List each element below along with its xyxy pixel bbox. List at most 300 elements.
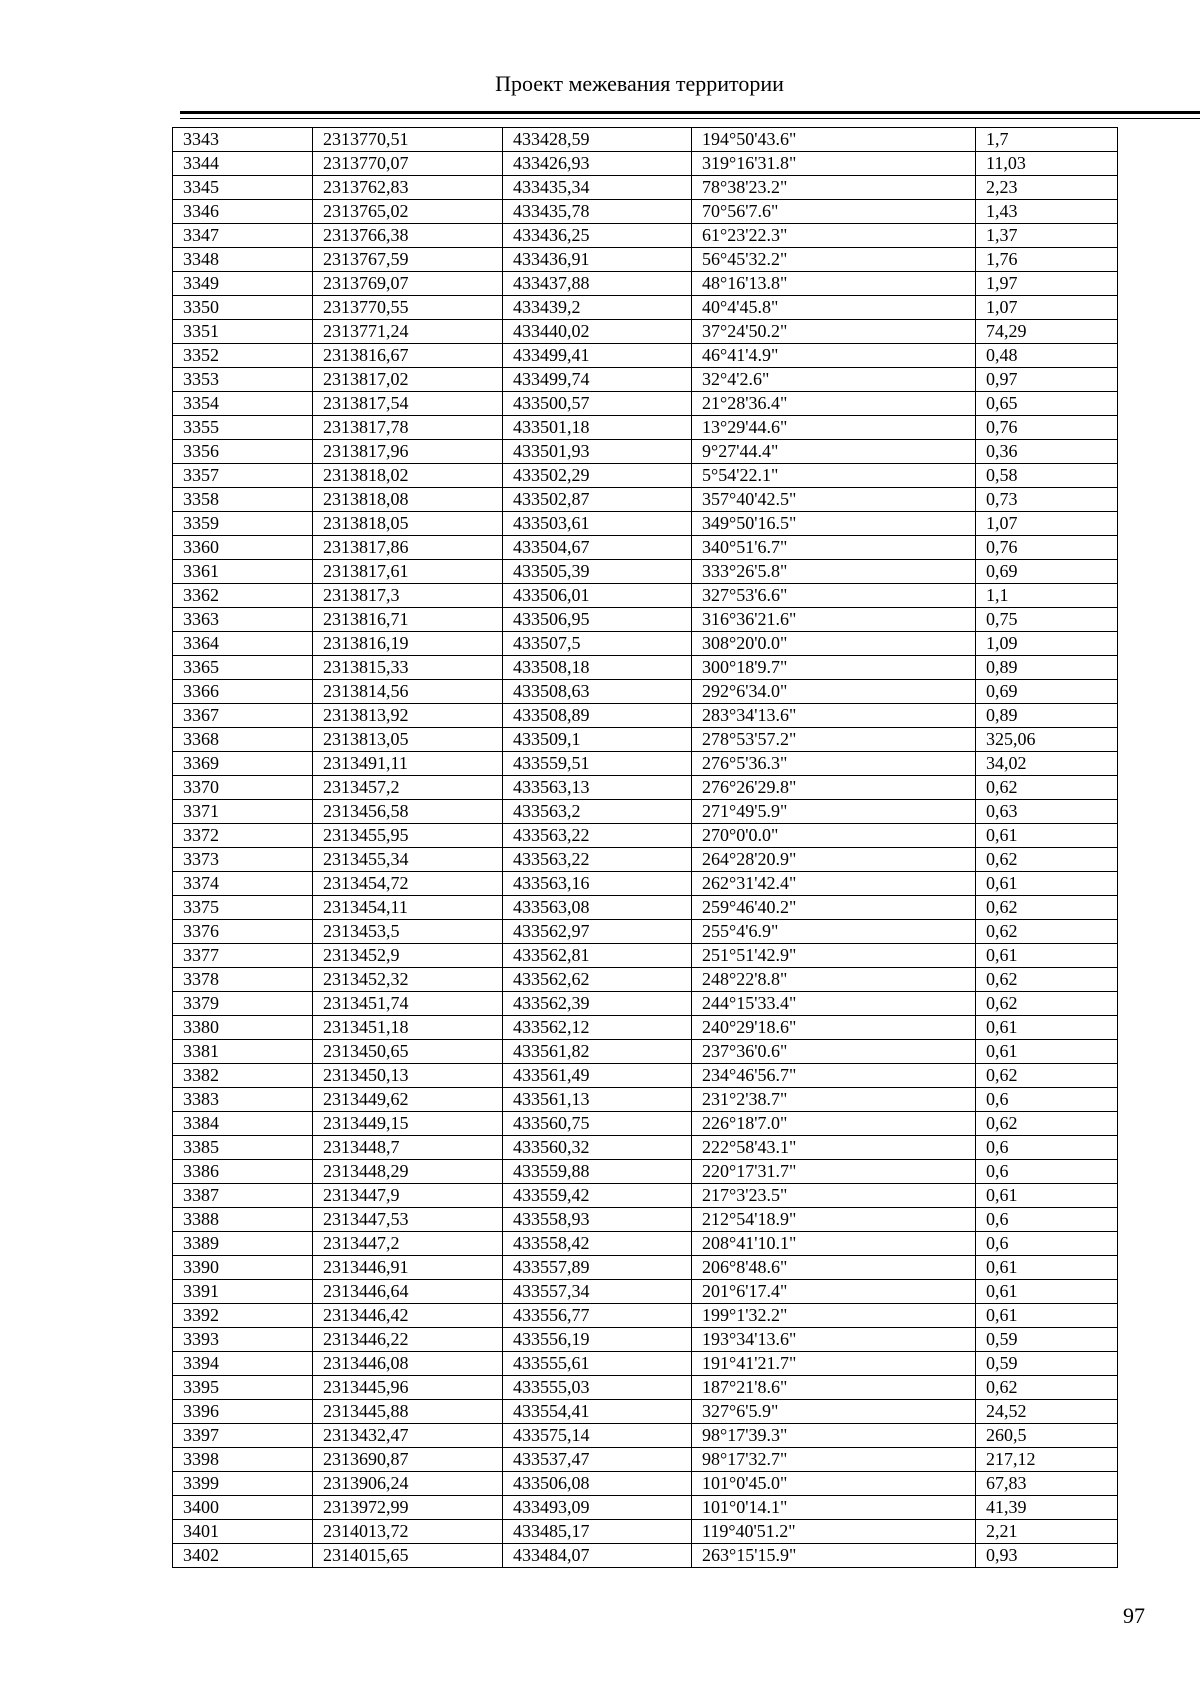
x-coordinate-cell: 2313816,19 bbox=[313, 632, 503, 656]
bearing-cell: 48°16'13.8" bbox=[692, 272, 976, 296]
bearing-cell: 32°4'2.6" bbox=[692, 368, 976, 392]
table-row bbox=[173, 968, 1118, 992]
x-coordinate-cell: 2313818,05 bbox=[313, 512, 503, 536]
table-row bbox=[173, 512, 1118, 536]
table-row bbox=[173, 1136, 1118, 1160]
table-row bbox=[173, 1256, 1118, 1280]
bearing-cell: 206°8'48.6" bbox=[692, 1256, 976, 1280]
bearing-cell: 251°51'42.9" bbox=[692, 944, 976, 968]
x-coordinate-cell: 2313451,18 bbox=[313, 1016, 503, 1040]
bearing-cell: 217°3'23.5" bbox=[692, 1184, 976, 1208]
distance-cell: 11,03 bbox=[976, 152, 1118, 176]
x-coordinate-cell: 2313457,2 bbox=[313, 776, 503, 800]
table-row bbox=[173, 200, 1118, 224]
x-coordinate-cell: 2313455,34 bbox=[313, 848, 503, 872]
y-coordinate-cell: 433499,74 bbox=[503, 368, 692, 392]
coordinates-table bbox=[172, 127, 1118, 1568]
point-number-cell: 3401 bbox=[173, 1520, 313, 1544]
point-number-cell: 3381 bbox=[173, 1040, 313, 1064]
point-number-cell: 3362 bbox=[173, 584, 313, 608]
bearing-cell: 9°27'44.4" bbox=[692, 440, 976, 464]
x-coordinate-cell: 2313452,32 bbox=[313, 968, 503, 992]
point-number-cell: 3374 bbox=[173, 872, 313, 896]
distance-cell: 1,43 bbox=[976, 200, 1118, 224]
distance-cell: 2,21 bbox=[976, 1520, 1118, 1544]
point-number-cell: 3384 bbox=[173, 1112, 313, 1136]
distance-cell: 1,1 bbox=[976, 584, 1118, 608]
bearing-cell: 316°36'21.6" bbox=[692, 608, 976, 632]
table-row bbox=[173, 1472, 1118, 1496]
x-coordinate-cell: 2313445,88 bbox=[313, 1400, 503, 1424]
bearing-cell: 264°28'20.9" bbox=[692, 848, 976, 872]
point-number-cell: 3400 bbox=[173, 1496, 313, 1520]
table-row bbox=[173, 1496, 1118, 1520]
x-coordinate-cell: 2313818,08 bbox=[313, 488, 503, 512]
point-number-cell: 3383 bbox=[173, 1088, 313, 1112]
distance-cell: 260,5 bbox=[976, 1424, 1118, 1448]
x-coordinate-cell: 2313452,9 bbox=[313, 944, 503, 968]
distance-cell: 0,61 bbox=[976, 944, 1118, 968]
table-row bbox=[173, 656, 1118, 680]
distance-cell: 0,61 bbox=[976, 872, 1118, 896]
point-number-cell: 3353 bbox=[173, 368, 313, 392]
y-coordinate-cell: 433562,97 bbox=[503, 920, 692, 944]
distance-cell: 0,89 bbox=[976, 656, 1118, 680]
x-coordinate-cell: 2313446,22 bbox=[313, 1328, 503, 1352]
table-row bbox=[173, 608, 1118, 632]
y-coordinate-cell: 433563,16 bbox=[503, 872, 692, 896]
bearing-cell: 240°29'18.6" bbox=[692, 1016, 976, 1040]
y-coordinate-cell: 433439,2 bbox=[503, 296, 692, 320]
table-row bbox=[173, 824, 1118, 848]
distance-cell: 0,6 bbox=[976, 1208, 1118, 1232]
x-coordinate-cell: 2313446,42 bbox=[313, 1304, 503, 1328]
table-row bbox=[173, 1280, 1118, 1304]
table-row bbox=[173, 344, 1118, 368]
distance-cell: 1,07 bbox=[976, 512, 1118, 536]
y-coordinate-cell: 433500,57 bbox=[503, 392, 692, 416]
point-number-cell: 3351 bbox=[173, 320, 313, 344]
y-coordinate-cell: 433556,19 bbox=[503, 1328, 692, 1352]
y-coordinate-cell: 433575,14 bbox=[503, 1424, 692, 1448]
x-coordinate-cell: 2313765,02 bbox=[313, 200, 503, 224]
distance-cell: 0,48 bbox=[976, 344, 1118, 368]
table-row bbox=[173, 752, 1118, 776]
y-coordinate-cell: 433561,49 bbox=[503, 1064, 692, 1088]
bearing-cell: 222°58'43.1" bbox=[692, 1136, 976, 1160]
bearing-cell: 13°29'44.6" bbox=[692, 416, 976, 440]
point-number-cell: 3377 bbox=[173, 944, 313, 968]
y-coordinate-cell: 433506,95 bbox=[503, 608, 692, 632]
x-coordinate-cell: 2313447,53 bbox=[313, 1208, 503, 1232]
bearing-cell: 234°46'56.7" bbox=[692, 1064, 976, 1088]
table-row bbox=[173, 1448, 1118, 1472]
table-row bbox=[173, 584, 1118, 608]
table-row bbox=[173, 1208, 1118, 1232]
y-coordinate-cell: 433556,77 bbox=[503, 1304, 692, 1328]
distance-cell: 41,39 bbox=[976, 1496, 1118, 1520]
x-coordinate-cell: 2313906,24 bbox=[313, 1472, 503, 1496]
table-row bbox=[173, 848, 1118, 872]
y-coordinate-cell: 433559,42 bbox=[503, 1184, 692, 1208]
y-coordinate-cell: 433435,34 bbox=[503, 176, 692, 200]
point-number-cell: 3387 bbox=[173, 1184, 313, 1208]
table-row bbox=[173, 416, 1118, 440]
coordinates-table-body bbox=[173, 128, 1118, 1568]
table-row bbox=[173, 1304, 1118, 1328]
point-number-cell: 3356 bbox=[173, 440, 313, 464]
bearing-cell: 255°4'6.9" bbox=[692, 920, 976, 944]
point-number-cell: 3372 bbox=[173, 824, 313, 848]
bearing-cell: 319°16'31.8" bbox=[692, 152, 976, 176]
point-number-cell: 3349 bbox=[173, 272, 313, 296]
y-coordinate-cell: 433557,34 bbox=[503, 1280, 692, 1304]
distance-cell: 0,61 bbox=[976, 1016, 1118, 1040]
table-row bbox=[173, 728, 1118, 752]
x-coordinate-cell: 2313451,74 bbox=[313, 992, 503, 1016]
table-row bbox=[173, 1112, 1118, 1136]
distance-cell: 1,09 bbox=[976, 632, 1118, 656]
table-row bbox=[173, 1040, 1118, 1064]
table-row bbox=[173, 488, 1118, 512]
x-coordinate-cell: 2313491,11 bbox=[313, 752, 503, 776]
x-coordinate-cell: 2313972,99 bbox=[313, 1496, 503, 1520]
y-coordinate-cell: 433563,22 bbox=[503, 848, 692, 872]
y-coordinate-cell: 433499,41 bbox=[503, 344, 692, 368]
distance-cell: 0,59 bbox=[976, 1328, 1118, 1352]
point-number-cell: 3370 bbox=[173, 776, 313, 800]
point-number-cell: 3360 bbox=[173, 536, 313, 560]
point-number-cell: 3396 bbox=[173, 1400, 313, 1424]
point-number-cell: 3355 bbox=[173, 416, 313, 440]
x-coordinate-cell: 2313771,24 bbox=[313, 320, 503, 344]
y-coordinate-cell: 433562,81 bbox=[503, 944, 692, 968]
distance-cell: 0,61 bbox=[976, 1304, 1118, 1328]
point-number-cell: 3393 bbox=[173, 1328, 313, 1352]
y-coordinate-cell: 433563,22 bbox=[503, 824, 692, 848]
bearing-cell: 278°53'57.2" bbox=[692, 728, 976, 752]
table-row bbox=[173, 1424, 1118, 1448]
table-row bbox=[173, 992, 1118, 1016]
y-coordinate-cell: 433537,47 bbox=[503, 1448, 692, 1472]
bearing-cell: 191°41'21.7" bbox=[692, 1352, 976, 1376]
bearing-cell: 220°17'31.7" bbox=[692, 1160, 976, 1184]
distance-cell: 0,6 bbox=[976, 1232, 1118, 1256]
y-coordinate-cell: 433436,25 bbox=[503, 224, 692, 248]
point-number-cell: 3345 bbox=[173, 176, 313, 200]
bearing-cell: 292°6'34.0" bbox=[692, 680, 976, 704]
table-row bbox=[173, 632, 1118, 656]
point-number-cell: 3397 bbox=[173, 1424, 313, 1448]
bearing-cell: 263°15'15.9" bbox=[692, 1544, 976, 1568]
distance-cell: 0,61 bbox=[976, 1040, 1118, 1064]
point-number-cell: 3382 bbox=[173, 1064, 313, 1088]
distance-cell: 0,6 bbox=[976, 1160, 1118, 1184]
bearing-cell: 61°23'22.3" bbox=[692, 224, 976, 248]
y-coordinate-cell: 433562,12 bbox=[503, 1016, 692, 1040]
bearing-cell: 276°26'29.8" bbox=[692, 776, 976, 800]
y-coordinate-cell: 433559,88 bbox=[503, 1160, 692, 1184]
y-coordinate-cell: 433505,39 bbox=[503, 560, 692, 584]
point-number-cell: 3373 bbox=[173, 848, 313, 872]
table-row bbox=[173, 1400, 1118, 1424]
point-number-cell: 3359 bbox=[173, 512, 313, 536]
table-row bbox=[173, 1184, 1118, 1208]
y-coordinate-cell: 433436,91 bbox=[503, 248, 692, 272]
point-number-cell: 3348 bbox=[173, 248, 313, 272]
x-coordinate-cell: 2313445,96 bbox=[313, 1376, 503, 1400]
table-row bbox=[173, 776, 1118, 800]
table-row bbox=[173, 128, 1118, 152]
distance-cell: 1,76 bbox=[976, 248, 1118, 272]
point-number-cell: 3357 bbox=[173, 464, 313, 488]
distance-cell: 0,62 bbox=[976, 1064, 1118, 1088]
distance-cell: 0,75 bbox=[976, 608, 1118, 632]
y-coordinate-cell: 433561,13 bbox=[503, 1088, 692, 1112]
distance-cell: 34,02 bbox=[976, 752, 1118, 776]
distance-cell: 1,97 bbox=[976, 272, 1118, 296]
y-coordinate-cell: 433485,17 bbox=[503, 1520, 692, 1544]
distance-cell: 0,73 bbox=[976, 488, 1118, 512]
x-coordinate-cell: 2313448,7 bbox=[313, 1136, 503, 1160]
y-coordinate-cell: 433562,62 bbox=[503, 968, 692, 992]
point-number-cell: 3399 bbox=[173, 1472, 313, 1496]
x-coordinate-cell: 2313447,9 bbox=[313, 1184, 503, 1208]
table-row bbox=[173, 1352, 1118, 1376]
x-coordinate-cell: 2313455,95 bbox=[313, 824, 503, 848]
distance-cell: 0,76 bbox=[976, 416, 1118, 440]
y-coordinate-cell: 433561,82 bbox=[503, 1040, 692, 1064]
distance-cell: 0,61 bbox=[976, 1256, 1118, 1280]
x-coordinate-cell: 2313815,33 bbox=[313, 656, 503, 680]
point-number-cell: 3361 bbox=[173, 560, 313, 584]
table-row bbox=[173, 176, 1118, 200]
x-coordinate-cell: 2313818,02 bbox=[313, 464, 503, 488]
point-number-cell: 3375 bbox=[173, 896, 313, 920]
bearing-cell: 199°1'32.2" bbox=[692, 1304, 976, 1328]
bearing-cell: 244°15'33.4" bbox=[692, 992, 976, 1016]
table-row bbox=[173, 1160, 1118, 1184]
y-coordinate-cell: 433502,87 bbox=[503, 488, 692, 512]
table-row bbox=[173, 368, 1118, 392]
distance-cell: 325,06 bbox=[976, 728, 1118, 752]
x-coordinate-cell: 2313813,05 bbox=[313, 728, 503, 752]
point-number-cell: 3389 bbox=[173, 1232, 313, 1256]
point-number-cell: 3352 bbox=[173, 344, 313, 368]
x-coordinate-cell: 2313762,83 bbox=[313, 176, 503, 200]
point-number-cell: 3395 bbox=[173, 1376, 313, 1400]
x-coordinate-cell: 2313446,91 bbox=[313, 1256, 503, 1280]
distance-cell: 0,89 bbox=[976, 704, 1118, 728]
table-row bbox=[173, 1376, 1118, 1400]
bearing-cell: 308°20'0.0" bbox=[692, 632, 976, 656]
x-coordinate-cell: 2313449,62 bbox=[313, 1088, 503, 1112]
bearing-cell: 70°56'7.6" bbox=[692, 200, 976, 224]
x-coordinate-cell: 2313447,2 bbox=[313, 1232, 503, 1256]
bearing-cell: 237°36'0.6" bbox=[692, 1040, 976, 1064]
bearing-cell: 327°6'5.9" bbox=[692, 1400, 976, 1424]
table-row bbox=[173, 536, 1118, 560]
point-number-cell: 3363 bbox=[173, 608, 313, 632]
table-row bbox=[173, 560, 1118, 584]
distance-cell: 0,97 bbox=[976, 368, 1118, 392]
bearing-cell: 194°50'43.6" bbox=[692, 128, 976, 152]
bearing-cell: 340°51'6.7" bbox=[692, 536, 976, 560]
distance-cell: 1,7 bbox=[976, 128, 1118, 152]
point-number-cell: 3394 bbox=[173, 1352, 313, 1376]
point-number-cell: 3380 bbox=[173, 1016, 313, 1040]
y-coordinate-cell: 433557,89 bbox=[503, 1256, 692, 1280]
table-row bbox=[173, 896, 1118, 920]
x-coordinate-cell: 2313816,71 bbox=[313, 608, 503, 632]
x-coordinate-cell: 2313769,07 bbox=[313, 272, 503, 296]
point-number-cell: 3390 bbox=[173, 1256, 313, 1280]
bearing-cell: 56°45'32.2" bbox=[692, 248, 976, 272]
point-number-cell: 3385 bbox=[173, 1136, 313, 1160]
y-coordinate-cell: 433428,59 bbox=[503, 128, 692, 152]
x-coordinate-cell: 2313450,65 bbox=[313, 1040, 503, 1064]
bearing-cell: 271°49'5.9" bbox=[692, 800, 976, 824]
table-row bbox=[173, 704, 1118, 728]
y-coordinate-cell: 433558,42 bbox=[503, 1232, 692, 1256]
table-row bbox=[173, 1064, 1118, 1088]
x-coordinate-cell: 2313454,72 bbox=[313, 872, 503, 896]
page-number: 97 bbox=[1123, 1603, 1145, 1628]
y-coordinate-cell: 433560,75 bbox=[503, 1112, 692, 1136]
y-coordinate-cell: 433508,63 bbox=[503, 680, 692, 704]
distance-cell: 0,62 bbox=[976, 896, 1118, 920]
y-coordinate-cell: 433502,29 bbox=[503, 464, 692, 488]
bearing-cell: 231°2'38.7" bbox=[692, 1088, 976, 1112]
bearing-cell: 101°0'14.1" bbox=[692, 1496, 976, 1520]
x-coordinate-cell: 2313814,56 bbox=[313, 680, 503, 704]
y-coordinate-cell: 433507,5 bbox=[503, 632, 692, 656]
distance-cell: 67,83 bbox=[976, 1472, 1118, 1496]
y-coordinate-cell: 433508,18 bbox=[503, 656, 692, 680]
bearing-cell: 333°26'5.8" bbox=[692, 560, 976, 584]
point-number-cell: 3402 bbox=[173, 1544, 313, 1568]
table-row bbox=[173, 800, 1118, 824]
distance-cell: 0,63 bbox=[976, 800, 1118, 824]
bearing-cell: 259°46'40.2" bbox=[692, 896, 976, 920]
y-coordinate-cell: 433493,09 bbox=[503, 1496, 692, 1520]
header-rule-thin bbox=[180, 118, 1200, 119]
x-coordinate-cell: 2313446,64 bbox=[313, 1280, 503, 1304]
x-coordinate-cell: 2313690,87 bbox=[313, 1448, 503, 1472]
point-number-cell: 3369 bbox=[173, 752, 313, 776]
y-coordinate-cell: 433555,61 bbox=[503, 1352, 692, 1376]
table-row bbox=[173, 296, 1118, 320]
x-coordinate-cell: 2313817,86 bbox=[313, 536, 503, 560]
table-row bbox=[173, 152, 1118, 176]
bearing-cell: 248°22'8.8" bbox=[692, 968, 976, 992]
distance-cell: 1,37 bbox=[976, 224, 1118, 248]
y-coordinate-cell: 433504,67 bbox=[503, 536, 692, 560]
distance-cell: 0,62 bbox=[976, 848, 1118, 872]
point-number-cell: 3378 bbox=[173, 968, 313, 992]
y-coordinate-cell: 433501,18 bbox=[503, 416, 692, 440]
table-row bbox=[173, 1520, 1118, 1544]
table-row bbox=[173, 464, 1118, 488]
y-coordinate-cell: 433560,32 bbox=[503, 1136, 692, 1160]
bearing-cell: 98°17'39.3" bbox=[692, 1424, 976, 1448]
x-coordinate-cell: 2313456,58 bbox=[313, 800, 503, 824]
point-number-cell: 3376 bbox=[173, 920, 313, 944]
distance-cell: 0,61 bbox=[976, 824, 1118, 848]
point-number-cell: 3344 bbox=[173, 152, 313, 176]
distance-cell: 0,62 bbox=[976, 968, 1118, 992]
point-number-cell: 3367 bbox=[173, 704, 313, 728]
distance-cell: 0,69 bbox=[976, 680, 1118, 704]
distance-cell: 0,61 bbox=[976, 1280, 1118, 1304]
distance-cell: 217,12 bbox=[976, 1448, 1118, 1472]
x-coordinate-cell: 2313766,38 bbox=[313, 224, 503, 248]
point-number-cell: 3366 bbox=[173, 680, 313, 704]
table-row bbox=[173, 1544, 1118, 1568]
y-coordinate-cell: 433484,07 bbox=[503, 1544, 692, 1568]
y-coordinate-cell: 433506,08 bbox=[503, 1472, 692, 1496]
bearing-cell: 37°24'50.2" bbox=[692, 320, 976, 344]
bearing-cell: 270°0'0.0" bbox=[692, 824, 976, 848]
distance-cell: 0,62 bbox=[976, 992, 1118, 1016]
table-row bbox=[173, 320, 1118, 344]
point-number-cell: 3368 bbox=[173, 728, 313, 752]
distance-cell: 0,59 bbox=[976, 1352, 1118, 1376]
x-coordinate-cell: 2314013,72 bbox=[313, 1520, 503, 1544]
y-coordinate-cell: 433554,41 bbox=[503, 1400, 692, 1424]
x-coordinate-cell: 2313432,47 bbox=[313, 1424, 503, 1448]
bearing-cell: 193°34'13.6" bbox=[692, 1328, 976, 1352]
table-row bbox=[173, 680, 1118, 704]
distance-cell: 0,65 bbox=[976, 392, 1118, 416]
x-coordinate-cell: 2313817,96 bbox=[313, 440, 503, 464]
bearing-cell: 101°0'45.0" bbox=[692, 1472, 976, 1496]
distance-cell: 0,93 bbox=[976, 1544, 1118, 1568]
bearing-cell: 226°18'7.0" bbox=[692, 1112, 976, 1136]
point-number-cell: 3354 bbox=[173, 392, 313, 416]
y-coordinate-cell: 433437,88 bbox=[503, 272, 692, 296]
point-number-cell: 3379 bbox=[173, 992, 313, 1016]
point-number-cell: 3347 bbox=[173, 224, 313, 248]
y-coordinate-cell: 433558,93 bbox=[503, 1208, 692, 1232]
point-number-cell: 3350 bbox=[173, 296, 313, 320]
table-row bbox=[173, 872, 1118, 896]
y-coordinate-cell: 433562,39 bbox=[503, 992, 692, 1016]
x-coordinate-cell: 2313817,78 bbox=[313, 416, 503, 440]
bearing-cell: 283°34'13.6" bbox=[692, 704, 976, 728]
x-coordinate-cell: 2313813,92 bbox=[313, 704, 503, 728]
bearing-cell: 40°4'45.8" bbox=[692, 296, 976, 320]
x-coordinate-cell: 2314015,65 bbox=[313, 1544, 503, 1568]
distance-cell: 0,61 bbox=[976, 1184, 1118, 1208]
distance-cell: 0,76 bbox=[976, 536, 1118, 560]
distance-cell: 0,58 bbox=[976, 464, 1118, 488]
x-coordinate-cell: 2313446,08 bbox=[313, 1352, 503, 1376]
y-coordinate-cell: 433559,51 bbox=[503, 752, 692, 776]
table-row bbox=[173, 944, 1118, 968]
x-coordinate-cell: 2313770,55 bbox=[313, 296, 503, 320]
bearing-cell: 187°21'8.6" bbox=[692, 1376, 976, 1400]
y-coordinate-cell: 433563,08 bbox=[503, 896, 692, 920]
distance-cell: 24,52 bbox=[976, 1400, 1118, 1424]
bearing-cell: 349°50'16.5" bbox=[692, 512, 976, 536]
header-rule bbox=[180, 111, 1200, 114]
x-coordinate-cell: 2313448,29 bbox=[313, 1160, 503, 1184]
table-row bbox=[173, 440, 1118, 464]
bearing-cell: 201°6'17.4" bbox=[692, 1280, 976, 1304]
y-coordinate-cell: 433563,2 bbox=[503, 800, 692, 824]
x-coordinate-cell: 2313453,5 bbox=[313, 920, 503, 944]
